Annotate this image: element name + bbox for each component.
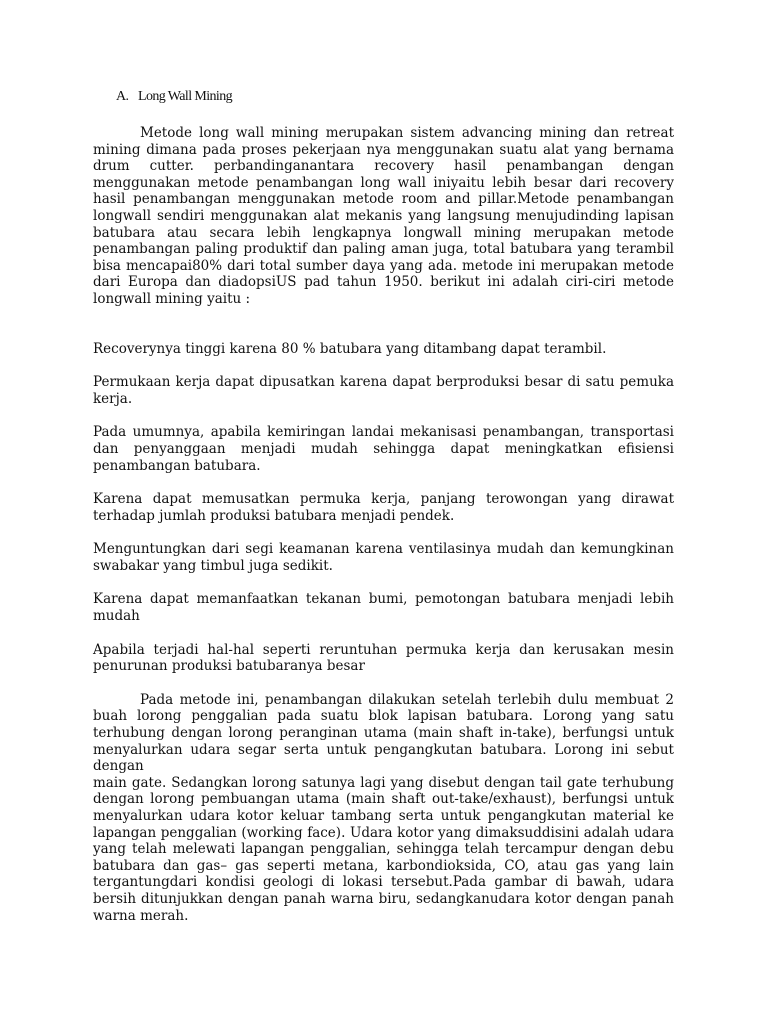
intro-paragraph: Metode long wall mining merupakan sistem advancing mining dan retreat mining dimana pada proses pekerjaan nya menggunakan suatu alat yang bernama drum cutter. perbandinganantara recovery hasil penambangan dengan menggunakan metode penambangan long wall iniyaitu lebih besar dari recovery hasil penambangan menggunakan metode room and pillar.Metode penambangan longwall sendiri menggunakan alat mekanis yang langsung menujudinding lapisan batubara atau secara lebih lengkapnya longwall mining merupakan metode penambangan paling produktif dan paling aman juga, total batubara yang terambil bisa mencapai80% dari total sumber daya yang ada. metode ini merupakan metode dari Europa dan diadopsiUS pad tahun 1950. berikut ini adalah ciri-ciri metode longwall mining yaitu : — [93, 125, 674, 307]
characteristic-item: Karena dapat memanfaatkan tekanan bumi, pemotongan batubara menjadi lebih mudah — [93, 591, 674, 625]
characteristic-item: Apabila terjadi hal-hal seperti reruntuhan permuka kerja dan kerusakan mesin penurunan produksi batubaranya besar — [93, 641, 674, 675]
section-heading — [116, 86, 674, 108]
characteristic-item: Recoverynya tinggi karena 80 % batubara yang ditambang dapat terambil. — [93, 340, 607, 357]
characteristic-item: Pada umumnya, apabila kemiringan landai mekanisasi penambangan, transportasi dan penyanggaan menjadi mudah sehingga dapat meningkatkan efisiensi penambangan batubara. — [93, 424, 674, 474]
section-number: A. — [116, 89, 129, 104]
characteristic-item: Menguntungkan dari segi keamanan karena ventilasinya mudah dan kemungkinan swabakar yang timbul juga sedikit. — [93, 541, 674, 574]
method-paragraph-part2: main gate. Sedangkan lorong satunya lagi yang disebut dengan tail gate terhubung dengan lorong pembuangan utama (main shaft out-take/exhaust), berfungsi untuk menyalurkan udara kotor keluar tambang serta untuk pengangkutan material ke lapangan penggalian (working face). Udara kotor yang dimaksuddisini adalah udara yang telah melewati lapangan penggalian, sehingga telah tercampur dengan debu batubara dan gas– gas seperti metana, karbondioksida, CO, atau gas yang lain tergantungdari kondisi geologi di lokasi tersebut.Pada gambar di bawah, udara bersih ditunjukkan dengan panah warna biru, sedangkanudara kotor dengan panah warna merah. — [93, 774, 674, 924]
document-page — [93, 86, 674, 924]
characteristic-item: Permukaan kerja dapat dipusatkan karena dapat berproduksi besar di satu pemuka kerja. — [93, 374, 674, 407]
section-title: Long Wall Mining — [138, 89, 233, 104]
method-paragraph-part1: Pada metode ini, penambangan dilakukan setelah terlebih dulu membuat 2 buah lorong penggalian pada suatu blok lapisan batubara. Lorong yang satu terhubung dengan lorong peranginan utama (main shaft in-take), berfungsi untuk menyalurkan udara segar serta untuk pengangkutan batubara. Lorong ini sebut dengan — [93, 691, 674, 775]
characteristic-item: Karena dapat memusatkan permuka kerja, panjang terowongan yang dirawat terhadap jumlah produksi batubara menjadi pendek. — [93, 491, 674, 524]
